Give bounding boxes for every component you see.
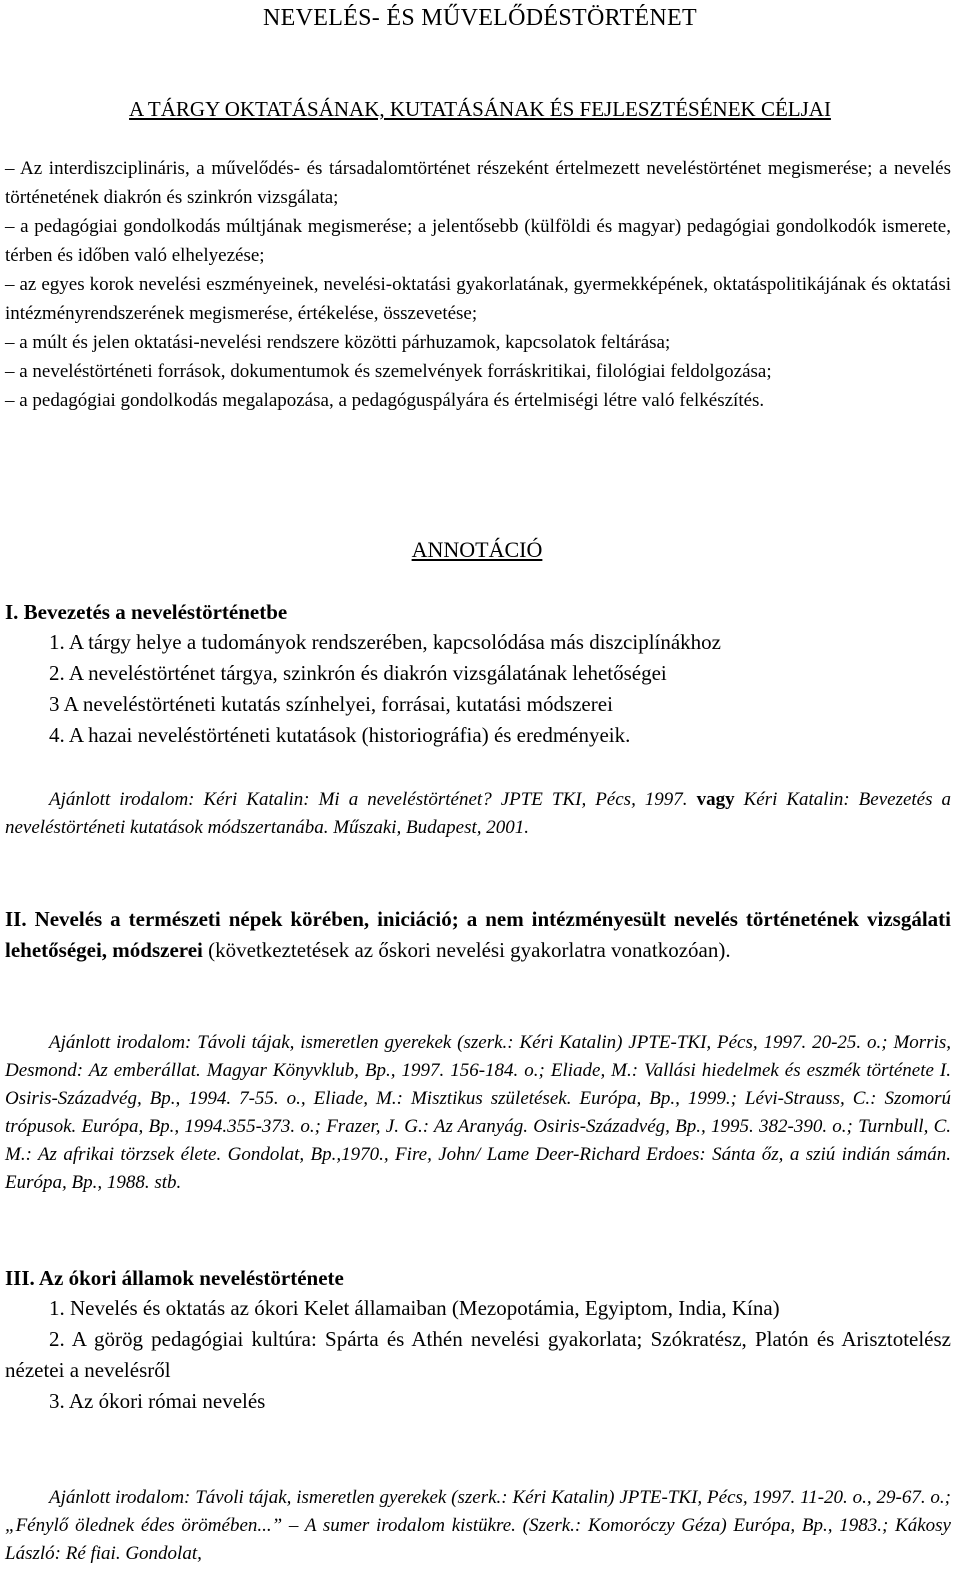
goal-item: – a pedagógiai gondolkodás múltjának megismerése; a jelentősebb (külföldi és magyar) pedagógiai gondolkodók ismerete, térben és időben való elhelyezése; [5, 216, 951, 266]
section-2-title-bold: II. Nevelés a természeti népek körében, iniciáció; a nem intézményesült nevelés történetének vizsgálati lehetőségei, módszerei [5, 907, 951, 962]
section-3-title: III. Az ókori államok neveléstörténete [5, 1266, 344, 1290]
goals-heading: A TÁRGY OKTATÁSÁNAK, KUTATÁSÁNAK ÉS FEJLESZTÉSÉNEK CÉLJAI [129, 97, 831, 121]
section-2-title [5, 904, 951, 966]
section-2-title-rest: (következtetések az őskori nevelési gyakorlatra vonatkozóan). [202, 938, 731, 962]
document-title: NEVELÉS- ÉS MŰVELŐDÉSTÖRTÉNET [263, 5, 697, 31]
goal-item: – Az interdiszciplináris, a művelődés- és társadalomtörténet részeként értelmezett neveléstörténet megismerése; a nevelés történetének diakrón és szinkrón vizsgálata; [5, 158, 951, 208]
literature-text-a: Ajánlott irodalom: Kéri Katalin: Mi a neveléstörténet? JPTE TKI, Pécs, 1997. [49, 789, 688, 810]
section-3-item: 2. A görög pedagógiai kultúra: Spárta és Athén nevelési gyakorlata; Szókratész, Platón és Arisztotelész nézetei a nevelésről [5, 1327, 951, 1382]
goal-item: – a neveléstörténeti források, dokumentumok és szemelvények forráskritikai, filológiai feldolgozása; [5, 361, 772, 382]
goal-item: – az egyes korok nevelési eszményeinek, nevelési-oktatási gyakorlatának, gyermekképének, oktatáspolitikájának és oktatási intézményrendszerének megismerése, értékelése, összevetése; [5, 274, 951, 324]
section-3 [5, 1263, 951, 1417]
section-1-title: I. Bevezetés a neveléstörténetbe [5, 600, 288, 624]
literature-or: vagy [696, 789, 735, 810]
section-1-item: 1. A tárgy helye a tudományok rendszerében, kapcsolódása más diszciplínákhoz [49, 630, 721, 654]
annotation-heading: ANNOTÁCIÓ [411, 537, 543, 562]
section-3-item: 1. Nevelés és oktatás az ókori Kelet államaiban (Mezopotámia, Egyiptom, India, Kína) [49, 1296, 780, 1320]
goals-list [5, 154, 951, 415]
section-1-item: 3 A neveléstörténeti kutatás színhelyei, forrásai, kutatási módszerei [49, 692, 613, 716]
goal-item: – a múlt és jelen oktatási-nevelési rendszere közötti párhuzamok, kapcsolatok feltárása; [5, 332, 671, 353]
section-1-literature [5, 786, 951, 842]
section-3-item: 3. Az ókori római nevelés [49, 1389, 266, 1413]
section-1 [5, 597, 951, 751]
section-2-literature: Ajánlott irodalom: Távoli tájak, ismeretlen gyerekek (szerk.: Kéri Katalin) JPTE-TKI, Pécs, 1997. 20-25. o.; Morris, Desmond: Az emberállat. Magyar Könyvklub, Bp., 1997. 156-184. o.; Eliade, M.: Vallási hiedelmek és eszmék története I. Osiris-Századvég, Bp., 1994. 7-55. o., Eliade, M.: Misztikus születések. Európa, Bp., 1999.; Lévi-Strauss, C.: Szomorú trópusok. Európa, Bp., 1994.355-373. o.; Frazer, J. G.: Az Aranyág. Osiris-Századvég, Bp., 1995. 382-390. o.; Turnbull, C. M.: Az afrikai törzsek élete. Gondolat, Bp.,1970., Fire, John/ Lame Deer-Richard Erdoes: Sánta őz, a sziú indián sámán. Európa, Bp., 1988. stb. [5, 1032, 951, 1193]
literature-text-b: Kéri Katalin: Bevezetés a neveléstörténeti kutatások módszertanába. Műszaki, Budapest, 2001. [5, 789, 951, 838]
section-1-item: 4. A hazai neveléstörténeti kutatások (historiográfia) és eredményeik. [49, 723, 631, 747]
section-3-literature: Ajánlott irodalom: Távoli tájak, ismeretlen gyerekek (szerk.: Kéri Katalin) JPTE-TKI, Pécs, 1997. 11-20. o., 29-67. o.; „Fénylő ölednek édes örömében...” – A sumer irodalom kistükre. (Szerk.: Komoróczy Géza) Európa, Bp., 1983.; Kákosy László: Ré fiai. Gondolat, [5, 1487, 951, 1564]
section-1-item: 2. A neveléstörténet tárgya, szinkrón és diakrón vizsgálatának lehetőségei [49, 661, 667, 685]
goal-item: – a pedagógiai gondolkodás megalapozása, a pedagóguspályára és értelmiségi létre való felkészítés. [5, 390, 765, 411]
